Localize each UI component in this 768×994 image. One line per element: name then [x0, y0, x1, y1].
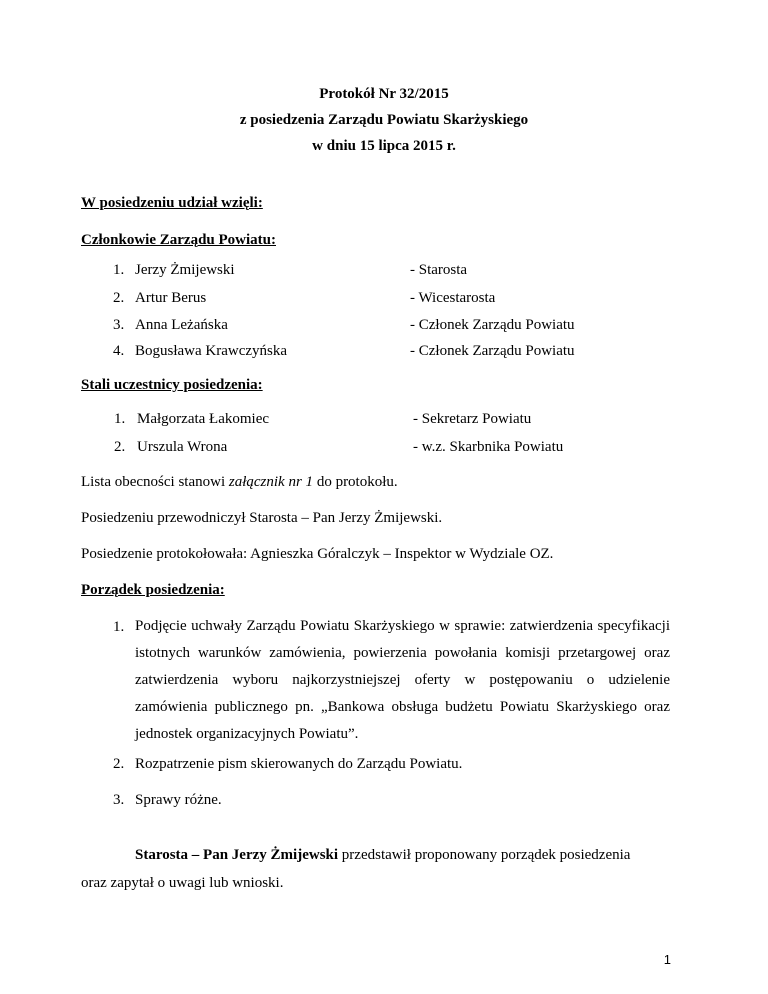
list-item-number: 3.: [113, 317, 125, 333]
list-item-number: 1.: [113, 619, 125, 635]
protocol-title: Protokół Nr 32/2015: [319, 86, 449, 102]
member-role: - Członek Zarządu Powiatu: [410, 343, 575, 359]
member-name: Jerzy Żmijewski: [135, 262, 235, 278]
member-role: - Wicestarosta: [410, 290, 496, 306]
closing-paragraph: [135, 847, 630, 864]
member-name: Urszula Wrona: [137, 439, 228, 455]
permanent-participants-heading: Stali uczestnicy posiedzenia:: [81, 377, 263, 393]
closing-text: przedstawił proponowany porządek posiedzenia: [338, 847, 631, 863]
agenda-item: Sprawy różne.: [135, 792, 222, 808]
list-item-number: 2.: [113, 756, 125, 772]
member-role: - Sekretarz Powiatu: [413, 411, 532, 427]
chair-note: Posiedzeniu przewodniczył Starosta – Pan Jerzy Żmijewski.: [81, 510, 443, 526]
attendance-list-note: [81, 474, 398, 491]
attendance-heading: W posiedzeniu udział wzięli:: [81, 195, 263, 211]
attachment-reference: załącznik nr 1: [228, 474, 314, 490]
list-item-number: 4.: [113, 343, 125, 359]
member-name: Małgorzata Łakomiec: [137, 411, 270, 427]
meeting-subtitle: z posiedzenia Zarządu Powiatu Skarżyskiego: [239, 112, 529, 128]
agenda-heading: Porządek posiedzenia:: [81, 582, 225, 598]
closing-paragraph-line2: oraz zapytał o uwagi lub wnioski.: [81, 875, 284, 891]
board-members-heading: Członkowie Zarządu Powiatu:: [81, 232, 276, 248]
member-role: - w.z. Skarbnika Powiatu: [413, 439, 564, 455]
member-name: Artur Berus: [135, 290, 207, 306]
member-name: Bogusława Krawczyńska: [135, 343, 288, 359]
list-item-number: 3.: [113, 792, 125, 808]
agenda-item: Rozpatrzenie pism skierowanych do Zarządu Powiatu.: [135, 756, 463, 772]
list-item-number: 1.: [114, 411, 126, 427]
list-item-number: 2.: [113, 290, 125, 306]
page-number: 1: [663, 952, 671, 967]
agenda-item: Podjęcie uchwały Zarządu Powiatu Skarżyskiego w sprawie: zatwierdzenia specyfikacji istotnych warunków zamówienia, powierzenia powołania komisji przetargowej oraz zatwierdzenia wyboru najkorzystniejszej oferty w postępowaniu o udzielenie zamówienia publicznego pn. „Bankowa obsługa budżetu Powiatu Skarżyskiego oraz jednostek organizacyjnych Powiatu”.: [135, 618, 670, 742]
member-role: - Członek Zarządu Powiatu: [410, 317, 575, 333]
list-item-number: 2.: [114, 439, 126, 455]
speaker-name: Starosta – Pan Jerzy Żmijewski: [135, 847, 339, 863]
list-item-number: 1.: [113, 262, 125, 278]
recorder-note: Posiedzenie protokołowała: Agnieszka Góralczyk – Inspektor w Wydziale OZ.: [81, 546, 554, 562]
member-name: Anna Leżańska: [135, 317, 228, 333]
note-text: do protokołu.: [313, 474, 398, 490]
member-role: - Starosta: [410, 262, 468, 278]
meeting-date: w dniu 15 lipca 2015 r.: [312, 138, 456, 154]
note-text: Lista obecności stanowi: [81, 474, 229, 490]
